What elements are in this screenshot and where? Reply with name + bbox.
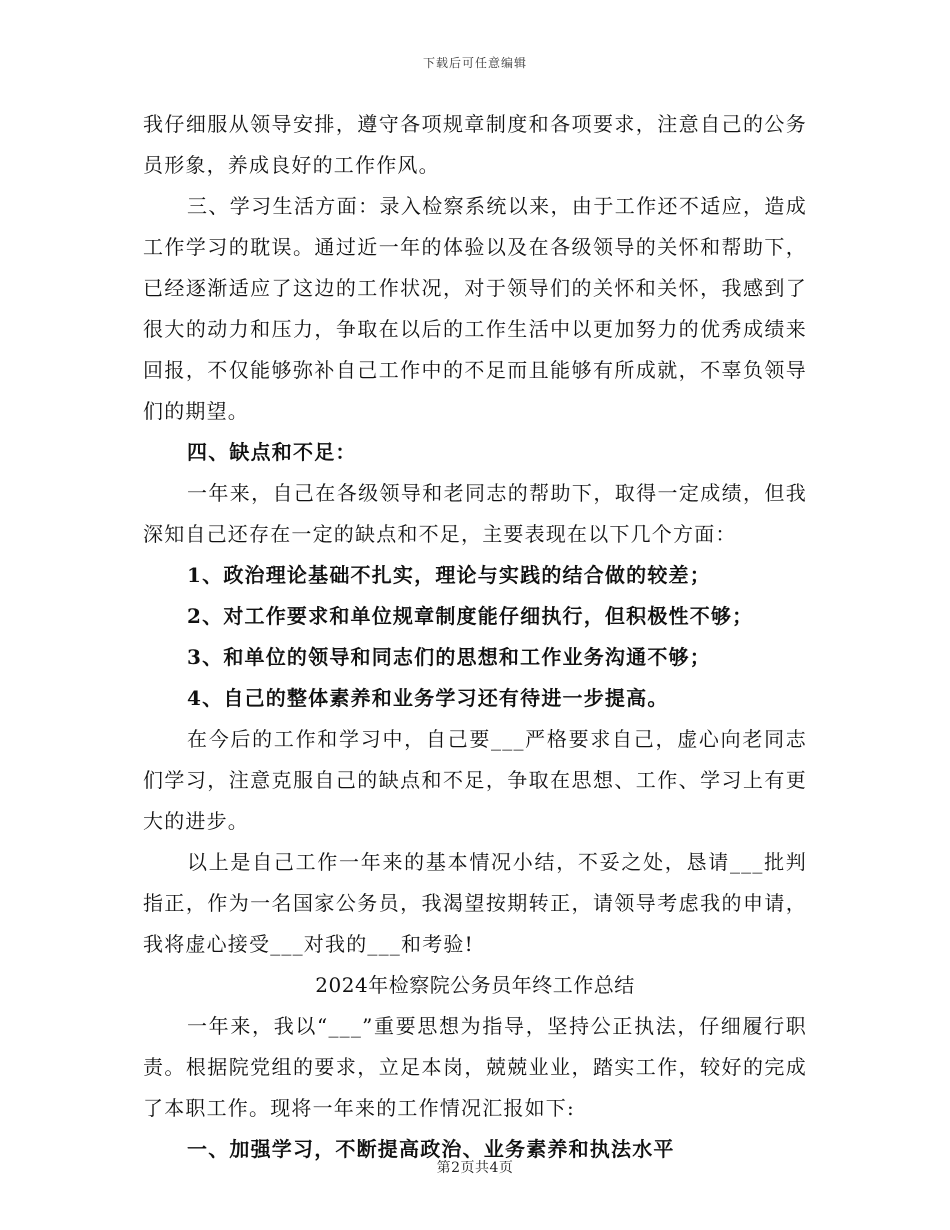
- page-number: 第2页共4页: [436, 1160, 514, 1176]
- list-item-4: 4、自己的整体素养和业务学习还有待进一步提高。: [187, 686, 669, 710]
- header-note: 下载后可任意编辑: [422, 56, 527, 70]
- list-item-2: 2、对工作要求和单位规章制度能仔细执行，但积极性不够；: [187, 604, 754, 628]
- document-body: [143, 104, 807, 1170]
- paragraph-future-plan: 在今后的工作和学习中，自己要___严格要求自己，虚心向老同志们学习，注意克服自己的缺点和不足，争取在思想、工作、学习上有更大的进步。: [143, 727, 807, 833]
- section-heading-study: 一、加强学习，不断提高政治、业务素养和执法水平: [187, 1137, 675, 1161]
- document-title: 2024年检察院公务员年终工作总结: [315, 973, 635, 997]
- list-item-3: 3、和单位的领导和同志们的思想和工作业务沟通不够；: [187, 645, 711, 669]
- list-item-1: 1、政治理论基础不扎实，理论与实践的结合做的较差；: [187, 563, 711, 587]
- paragraph-conclusion: 以上是自己工作一年来的基本情况小结，不妥之处，恳请___批判指正，作为一名国家公务员，我渴望按期转正，请领导考虑我的申请，我将虚心接受___对我的___和考验!: [143, 850, 807, 956]
- paragraph-summary-intro: 一年来，我以“___”重要思想为指导，坚持公正执法，仔细履行职责。根据院党组的要求，立足本岗，兢兢业业，踏实工作，较好的完成了本职工作。现将一年来的工作情况汇报如下:: [143, 1014, 807, 1120]
- section-heading-shortcomings: 四、缺点和不足：: [187, 440, 357, 464]
- paragraph-work-style: 我仔细服从领导安排，遵守各项规章制度和各项要求，注意自己的公务员形象，养成良好的工作作风。: [143, 112, 807, 177]
- paragraph-study-life: 三、学习生活方面：录入检察系统以来，由于工作还不适应，造成工作学习的耽误。通过近一年的体验以及在各级领导的关怀和帮助下，已经逐渐适应了这边的工作状况，对于领导们的关怀和关怀，我感到了很大的动力和压力，争取在以后的工作生活中以更加努力的优秀成绩来回报，不仅能够弥补自己工作中的不足而且能够有所成就，不辜负领导们的期望。: [143, 194, 807, 423]
- paragraph-shortcomings-intro: 一年来，自己在各级领导和老同志的帮助下，取得一定成绩，但我深知自己还存在一定的缺点和不足，主要表现在以下几个方面：: [143, 481, 807, 546]
